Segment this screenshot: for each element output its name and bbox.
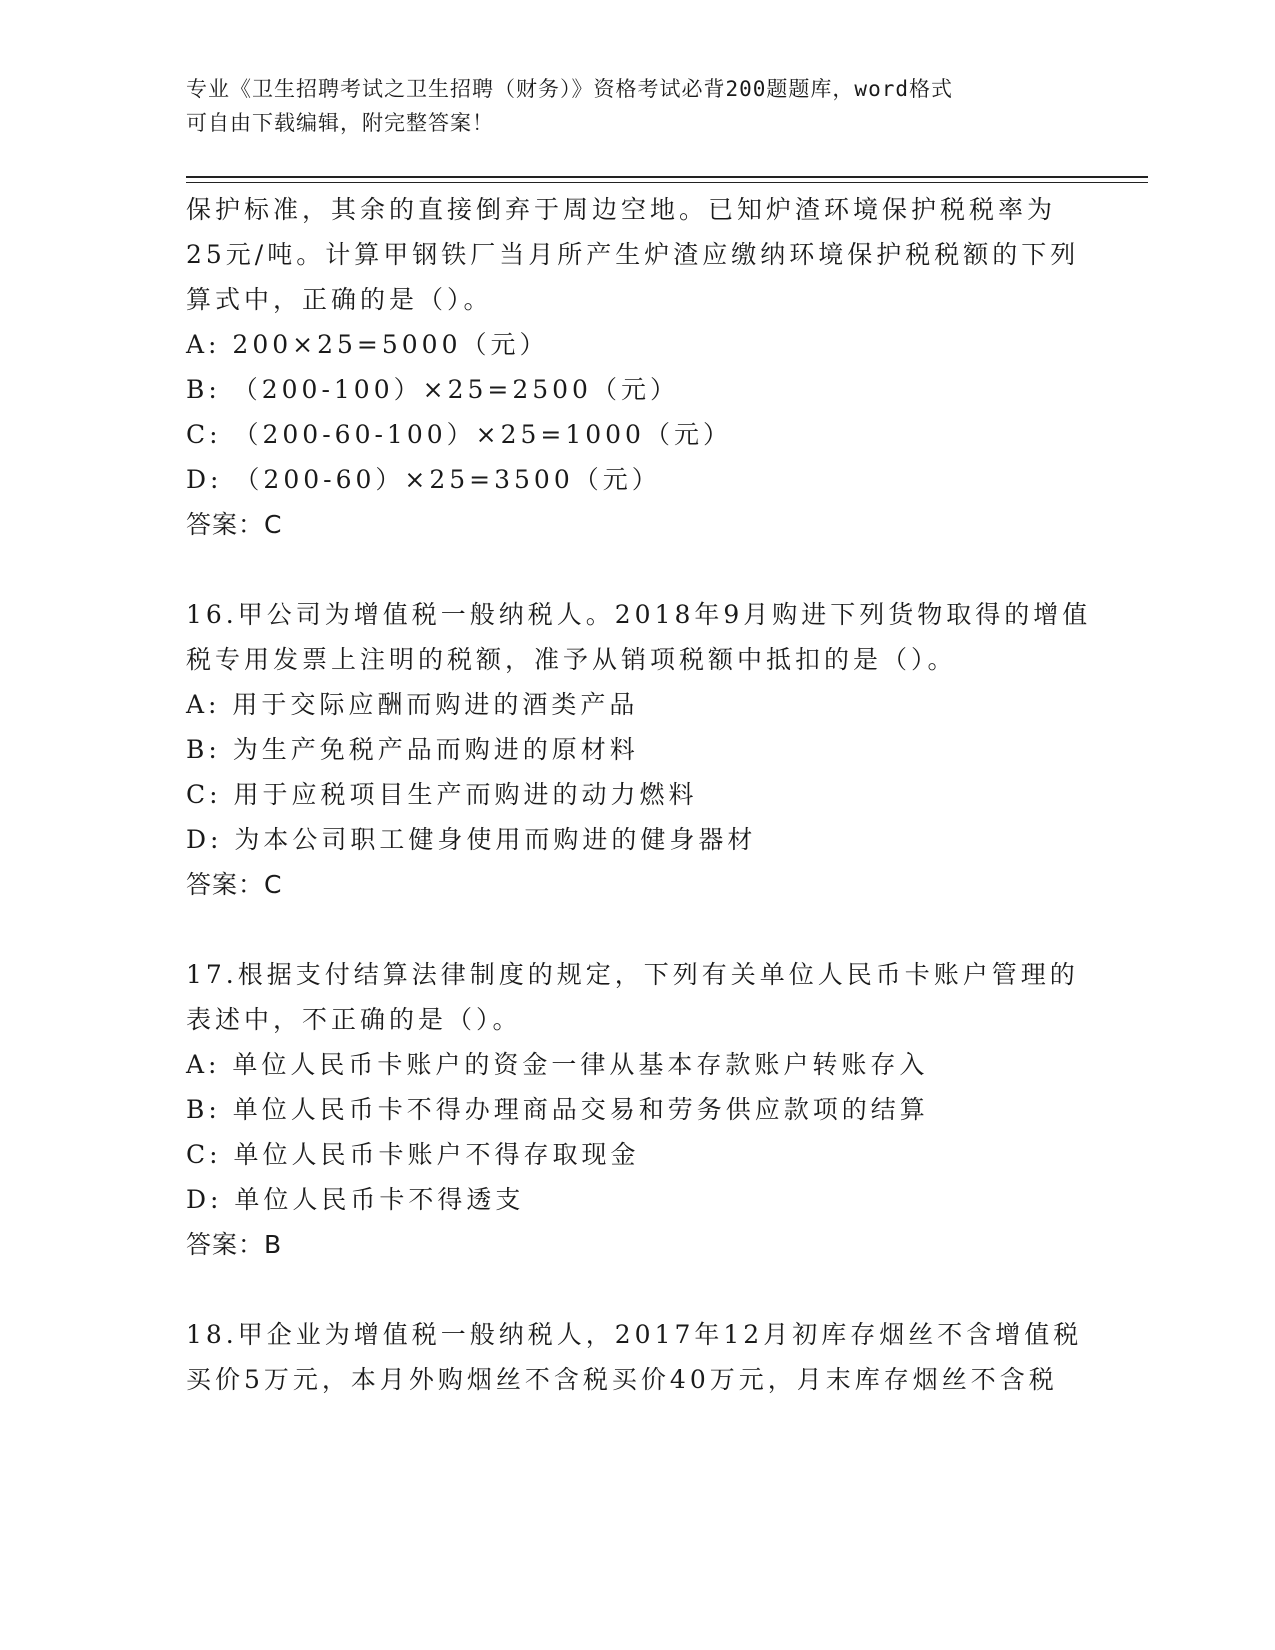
header-rule-thick [186,176,1148,178]
option-a: A: 200×25=5000（元） [186,330,549,359]
answer: 答案：C [186,870,283,899]
option-b: B: （200-100）×25=2500（元） [186,375,679,404]
option-d: D: 单位人民币卡不得透支 [186,1185,525,1214]
question-15 [186,187,1086,547]
question-stem-line: 税专用发票上注明的税额，准予从销项税额中抵扣的是（）。 [186,645,957,674]
header-line-2: 可自由下载编辑，附完整答案！ [186,111,494,135]
question-18 [186,1312,1086,1402]
option-c: C: 单位人民币卡账户不得存取现金 [186,1140,640,1169]
option-c: C: （200-60-100）×25=1000（元） [186,420,732,449]
question-stem-line: 16.甲公司为增值税一般纳税人。2018年9月购进下列货物取得的增值 [186,600,1092,629]
question-stem-line: 算式中，正确的是（）。 [186,285,493,314]
option-a: A: 用于交际应酬而购进的酒类产品 [186,690,639,719]
document-header [186,72,1066,140]
document-body [186,187,1092,1402]
option-b: B: 单位人民币卡不得办理商品交易和劳务供应款项的结算 [186,1095,929,1124]
question-16 [186,592,1092,907]
question-stem-line: 买价5万元，本月外购烟丝不含税买价40万元，月末库存烟丝不含税 [186,1365,1058,1394]
option-b: B: 为生产免税产品而购进的原材料 [186,735,639,764]
header-rule-thin [186,182,1148,183]
answer: 答案：C [186,510,283,539]
question-stem-line: 18.甲企业为增值税一般纳税人，2017年12月初库存烟丝不含增值税 [186,1320,1083,1349]
option-c: C: 用于应税项目生产而购进的动力燃料 [186,780,698,809]
question-stem-line: 17.根据支付结算法律制度的规定，下列有关单位人民币卡账户管理的 [186,960,1079,989]
question-stem-line: 保护标准，其余的直接倒弃于周边空地。已知炉渣环境保护税税率为 [186,195,1057,224]
answer: 答案：B [186,1230,283,1259]
header-line-1: 专业《卫生招聘考试之卫生招聘（财务）》资格考试必背200题题库，word格式 [186,77,953,101]
question-stem-line: 25元/吨。计算甲钢铁厂当月所产生炉渣应缴纳环境保护税税额的下列 [186,240,1080,269]
question-stem-line: 表述中，不正确的是（）。 [186,1005,522,1034]
option-d: D: （200-60）×25=3500（元） [186,465,661,494]
option-a: A: 单位人民币卡账户的资金一律从基本存款账户转账存入 [186,1050,929,1079]
option-d: D: 为本公司职工健身使用而购进的健身器材 [186,825,757,854]
question-17 [186,952,1086,1267]
